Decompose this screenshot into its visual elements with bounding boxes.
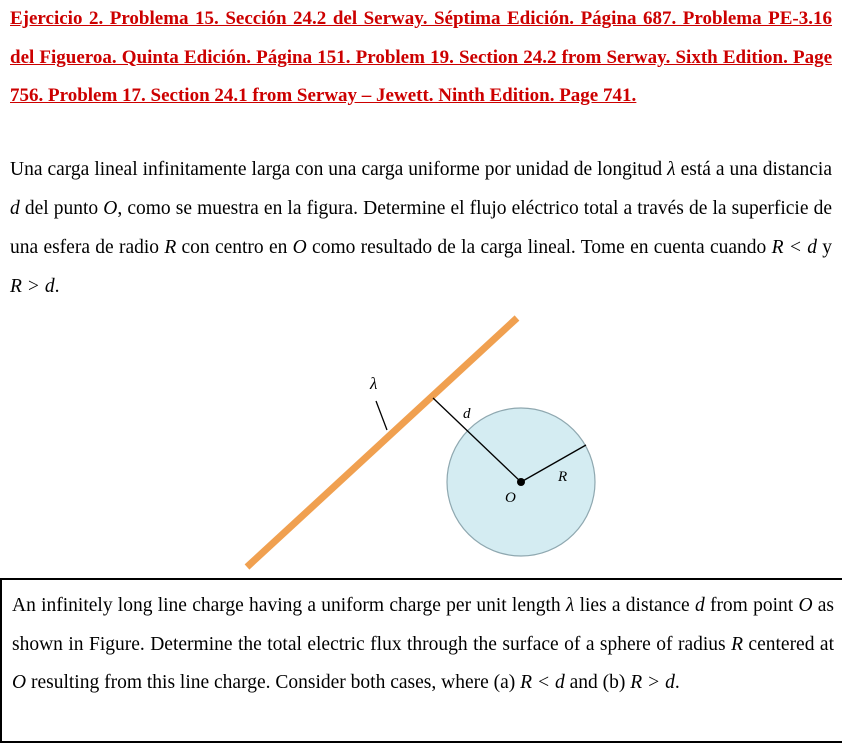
es-case-1: R < d <box>771 237 817 258</box>
spanish-problem-statement <box>10 150 832 306</box>
en-text-2: lies a distance <box>574 595 695 616</box>
en-o-1: O <box>798 595 813 616</box>
problem-references-header <box>10 0 832 116</box>
es-text-7: y <box>816 237 832 258</box>
line-charge-sphere-figure <box>0 305 842 575</box>
en-r: R <box>731 633 743 655</box>
en-text-3: from point <box>704 595 799 616</box>
r-label: R <box>558 469 568 485</box>
es-text-3: del punto <box>19 198 104 219</box>
en-text-1: An infinitely long line charge having a uniform charge per unit length <box>12 595 566 616</box>
es-lambda: λ <box>667 159 676 180</box>
figure-svg <box>0 305 842 575</box>
es-text-8: . <box>54 276 60 297</box>
en-text-4: as shown in Figure. Determine the total electric flux through the surface of a sphere of radius <box>12 595 835 655</box>
es-text-2: está a una distancia <box>675 159 832 180</box>
center-point-o <box>517 478 525 486</box>
en-text-8: . <box>674 672 680 693</box>
lambda-label: λ <box>370 374 378 393</box>
d-label: d <box>463 406 471 422</box>
lambda-pointer-line <box>376 401 387 430</box>
es-text-1: Una carga lineal infinitamente larga con una carga uniforme por unidad de longitud <box>10 159 668 180</box>
en-text-7: and (b) <box>564 672 631 693</box>
es-text-6: como resultado de la carga lineal. Tome en cuenta cuando <box>306 237 772 258</box>
es-r: R <box>164 237 177 258</box>
en-case-b: R > d <box>630 672 675 693</box>
es-o-1: O <box>103 198 118 219</box>
en-case-a: R < d <box>520 672 565 693</box>
en-text-5: centered at <box>742 633 834 655</box>
en-text-6: resulting from this line charge. Consider both cases, where (a) <box>26 672 521 693</box>
english-problem-statement-box <box>0 578 842 743</box>
es-case-2: R > d <box>10 276 55 297</box>
references-text: Ejercicio 2. Problema 15. Sección 24.2 del Serway. Séptima Edición. Página 687. Problema PE-3.16 del Figueroa. Quinta Edición. Página 151. Problem 19. Section 24.2 from Serway. Sixth Edition. Page 756. Problem 17. Section 24.1 from Serway – Jewett. Ninth Edition. Page 741. <box>10 8 832 106</box>
es-o-2: O <box>292 237 307 258</box>
es-text-5: con centro en <box>176 237 293 258</box>
es-d: d <box>10 198 20 219</box>
en-o-2: O <box>12 672 27 693</box>
o-label: O <box>505 490 516 506</box>
es-text-4: , como se muestra en la figura. Determine el flujo eléctrico total a través de la superficie de una esfera de radio <box>10 198 832 258</box>
en-lambda: λ <box>565 595 575 616</box>
en-d: d <box>694 595 705 616</box>
